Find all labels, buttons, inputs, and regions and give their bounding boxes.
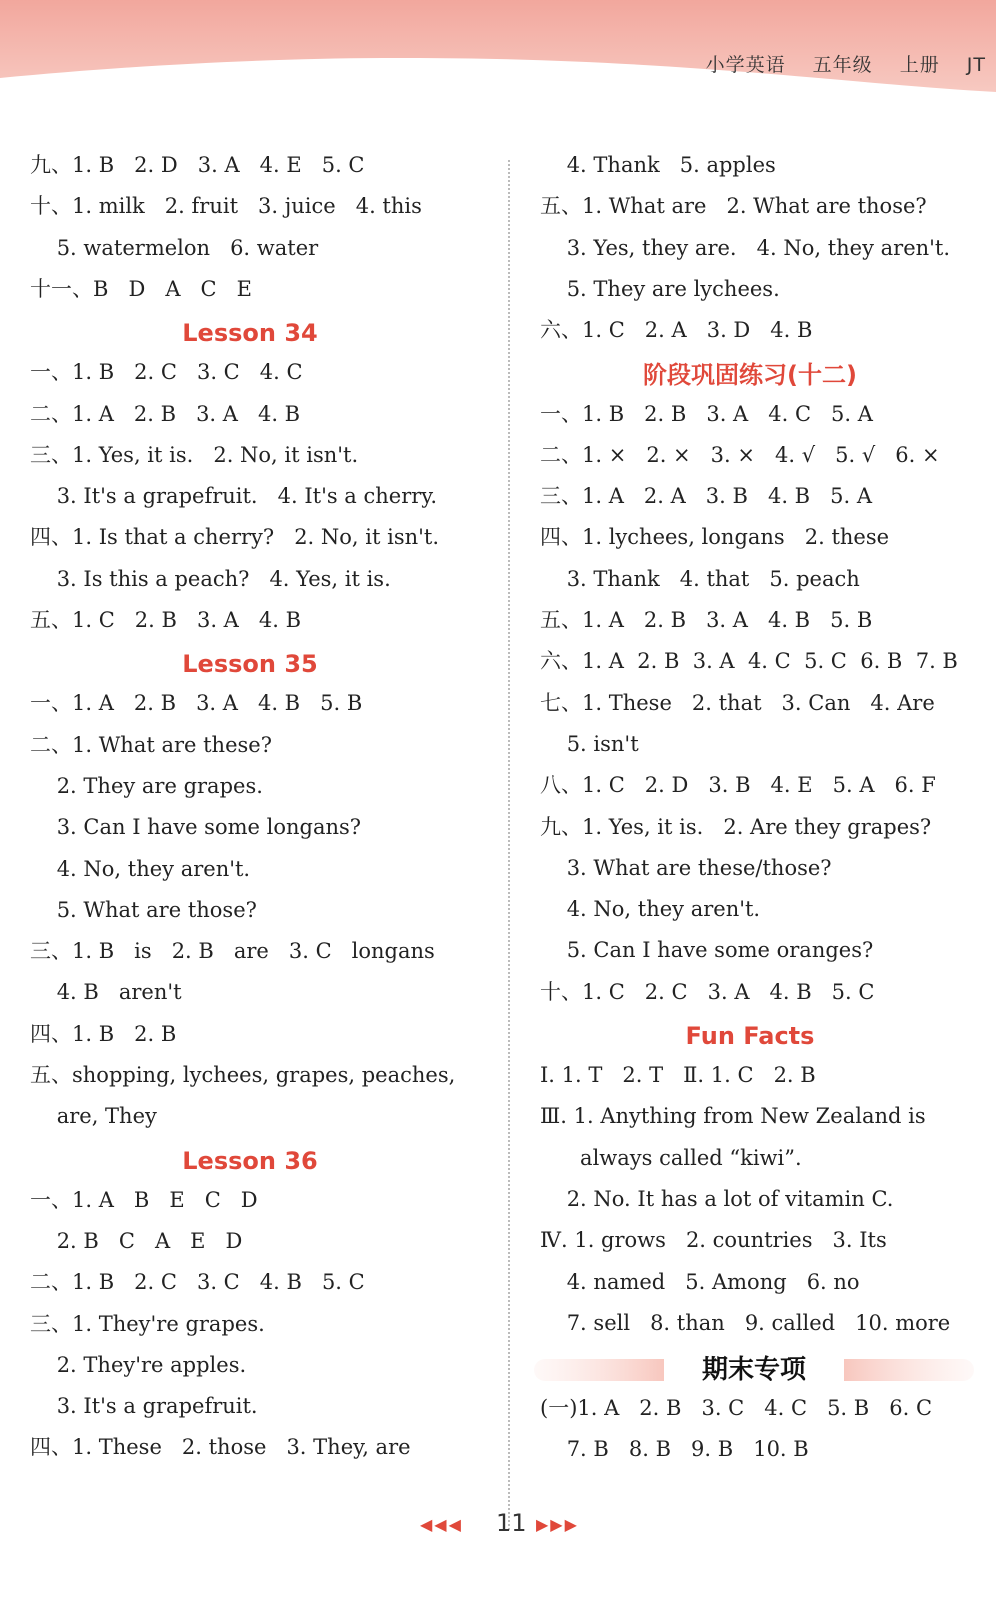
answer-line: 十、1. milk 2. fruit 3. juice 4. this: [30, 194, 422, 219]
answer-line: 三、1. Yes, it is. 2. No, it isn't.: [30, 442, 359, 467]
answer-line: 7. sell 8. than 9. called 10. more: [540, 1310, 951, 1335]
answer-line: 七、1. These 2. that 3. Can 4. Are: [540, 690, 935, 715]
section-banner: [534, 1353, 974, 1387]
next-page-arrows[interactable]: ▶▶▶: [536, 1515, 579, 1534]
answer-line: 4. Thank 5. apples: [540, 153, 776, 177]
answer-line: 3. Is this a peach? 4. Yes, it is.: [30, 566, 391, 591]
answer-line: 4. B aren't: [30, 980, 182, 1005]
answer-line: 三、1. They're grapes.: [30, 1311, 265, 1336]
answer-line: 二、1. B 2. C 3. C 4. B 5. C: [30, 1270, 365, 1295]
header-edition: JT: [966, 54, 986, 76]
page-number: 11: [496, 1509, 527, 1537]
answer-line: 一、1. B 2. C 3. C 4. C: [30, 360, 303, 385]
answer-line: 二、1. A 2. B 3. A 4. B: [30, 401, 301, 426]
answer-line: 4. named 5. Among 6. no: [540, 1269, 860, 1294]
answer-line: are, They: [30, 1104, 157, 1129]
answer-line: 五、1. C 2. B 3. A 4. B: [30, 608, 302, 632]
answer-line: 三、1. A 2. A 3. B 4. B 5. A: [540, 484, 873, 509]
answer-line: 四、1. lychees, longans 2. these: [540, 525, 890, 550]
header-title: [686, 50, 986, 77]
column-divider: [508, 160, 510, 1530]
prev-page-arrows[interactable]: ◀◀◀: [420, 1515, 463, 1534]
answer-line: (一)1. A 2. B 3. C 4. C 5. B 6. C: [540, 1396, 933, 1421]
answer-line: 3. Can I have some longans?: [30, 815, 362, 840]
answer-line: 十一、B D A C E: [30, 276, 252, 301]
section-heading: Lesson 36: [182, 1146, 318, 1175]
section-heading: 阶段巩固练习(十二): [643, 360, 857, 389]
answer-line: 五、1. What are 2. What are those?: [540, 194, 927, 219]
page-footer: [0, 1509, 996, 1545]
answer-line: always called “kiwi”.: [540, 1145, 802, 1170]
answer-line: 六、1. A 2. B 3. A 4. C 5. C 6. B 7. B: [540, 649, 958, 674]
answer-line: 四、1. These 2. those 3. They, are: [30, 1435, 411, 1460]
header-subject: 小学英语: [705, 54, 786, 76]
answer-line: 二、1. What are these?: [30, 732, 272, 757]
answer-line: 5. What are those?: [30, 897, 257, 922]
header-volume: 上册: [899, 54, 940, 76]
answer-line: 十、1. C 2. C 3. A 4. B 5. C: [540, 979, 875, 1004]
answer-line: 五、shopping, lychees, grapes, peaches,: [30, 1063, 456, 1087]
answer-line: 六、1. C 2. A 3. D 4. B: [540, 318, 813, 343]
answer-line: 4. No, they aren't.: [540, 897, 761, 922]
answer-line: 2. B C A E D: [30, 1228, 243, 1253]
section-heading: Lesson 34: [182, 319, 318, 348]
banner-title: 期末专项: [701, 1355, 806, 1386]
answer-line: 3. It's a grapefruit.: [30, 1394, 258, 1419]
header-grade: 五年级: [812, 54, 873, 76]
answer-line: 7. B 8. B 9. B 10. B: [540, 1437, 809, 1462]
answer-line: 八、1. C 2. D 3. B 4. E 5. A 6. F: [540, 773, 936, 798]
section-heading: Lesson 35: [182, 650, 318, 679]
answer-line: 3. Thank 4. that 5. peach: [540, 566, 860, 591]
answer-line: 四、1. Is that a cherry? 2. No, it isn't.: [30, 525, 440, 550]
answer-line: 一、1. A 2. B 3. A 4. B 5. B: [30, 691, 363, 716]
answer-line: 九、1. Yes, it is. 2. Are they grapes?: [540, 814, 932, 839]
answer-line: 3. Yes, they are. 4. No, they aren't.: [540, 235, 951, 260]
answer-line: 4. No, they aren't.: [30, 856, 251, 881]
answer-line: 五、1. A 2. B 3. A 4. B 5. B: [540, 608, 873, 632]
answer-line: Ⅳ. 1. grows 2. countries 3. Its: [540, 1228, 887, 1253]
answer-line: 5. watermelon 6. water: [30, 235, 319, 260]
answer-line: Ⅲ. 1. Anything from New Zealand is: [540, 1104, 926, 1129]
answer-line: 2. They are grapes.: [30, 773, 263, 798]
answer-line: 三、1. B is 2. B are 3. C longans: [30, 939, 435, 964]
section-heading: Fun Facts: [685, 1022, 815, 1050]
page-header: [0, 0, 996, 96]
answer-line: 3. It's a grapefruit. 4. It's a cherry.: [30, 484, 438, 509]
answer-line: 九、1. B 2. D 3. A 4. E 5. C: [30, 153, 365, 177]
answer-line: 2. They're apples.: [30, 1352, 247, 1377]
answer-line: 5. Can I have some oranges?: [540, 938, 874, 963]
answer-line: 二、1. × 2. × 3. × 4. √ 5. √ 6. ×: [540, 442, 940, 467]
answer-line: 5. They are lychees.: [540, 276, 780, 301]
answer-line: 一、1. A B E C D: [30, 1187, 258, 1212]
answer-line: 一、1. B 2. B 3. A 4. C 5. A: [540, 401, 873, 426]
answer-line: 2. No. It has a lot of vitamin C.: [540, 1186, 894, 1211]
answer-line: Ⅰ. 1. T 2. T Ⅱ. 1. C 2. B: [540, 1063, 816, 1087]
answer-line: 3. What are these/those?: [540, 855, 832, 880]
answer-line: 四、1. B 2. B: [30, 1021, 177, 1046]
answer-line: 5. isn't: [540, 731, 639, 756]
header-band: [0, 0, 996, 96]
